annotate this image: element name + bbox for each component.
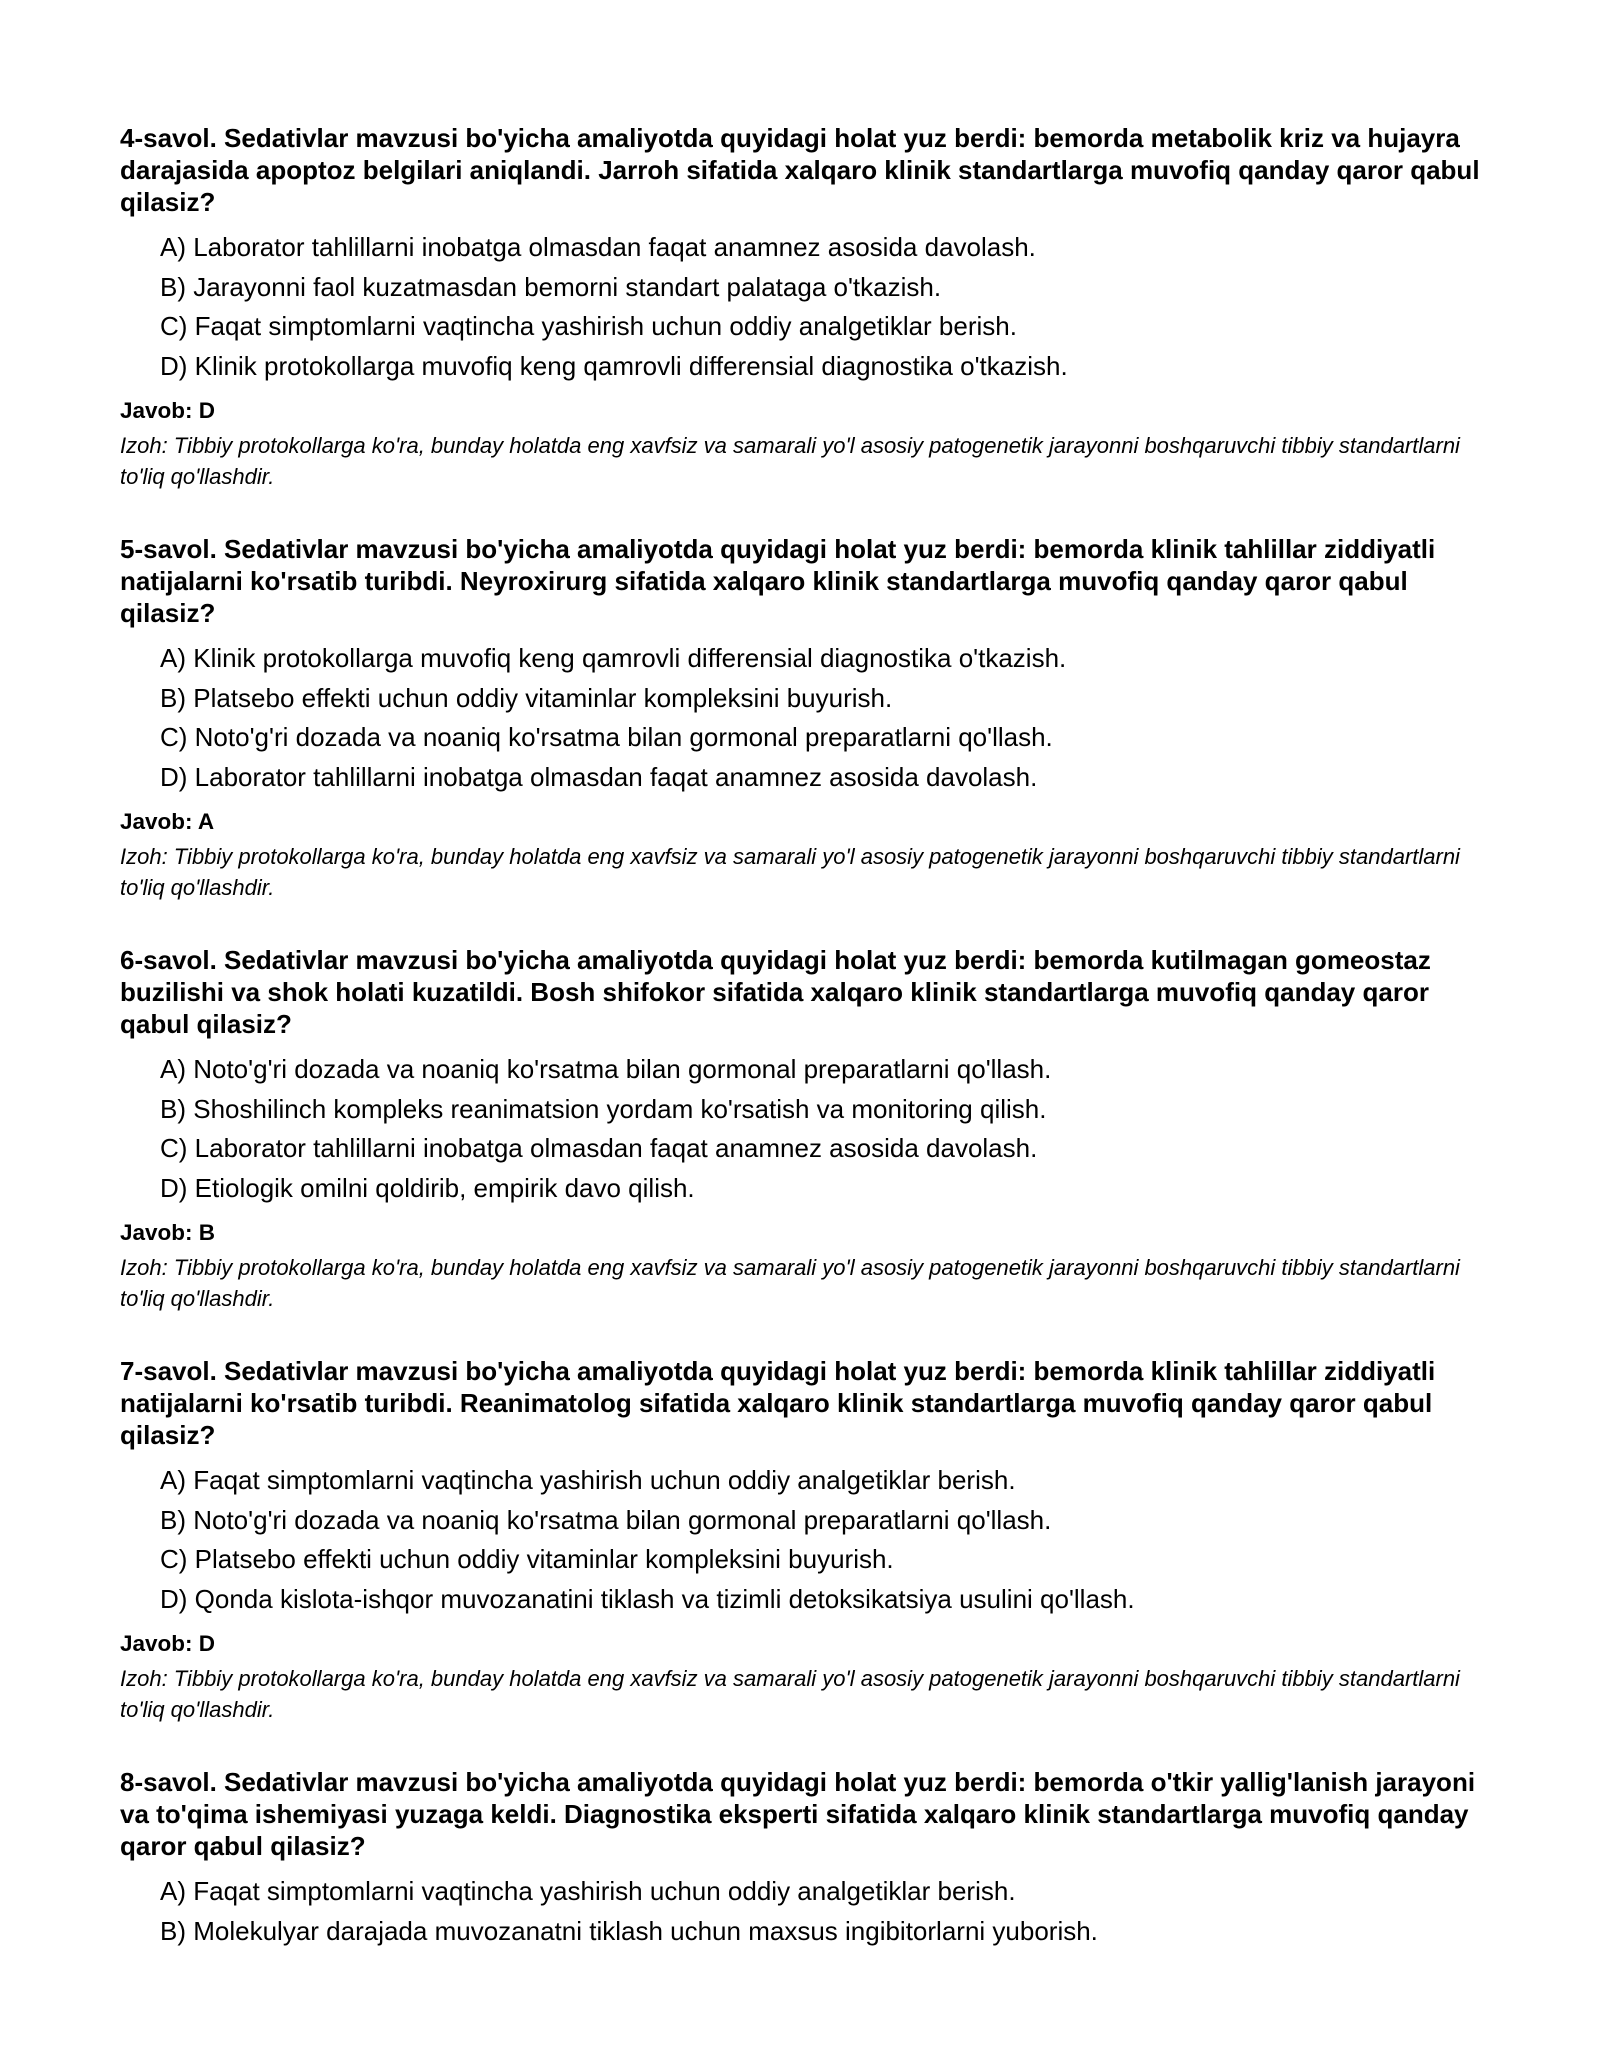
answer-options: [120, 1461, 1490, 1619]
question-text: 4-savol. Sedativlar mavzusi bo'yicha amaliyotda quyidagi holat yuz berdi: bemorda metabolik kriz va hujayra darajasida apoptoz belgilari aniqlandi. Jarroh sifatida xalqaro klinik standartlarga muvofiq qanday qaror qabul qilasiz?: [120, 123, 1480, 217]
question-text: 6-savol. Sedativlar mavzusi bo'yicha amaliyotda quyidagi holat yuz berdi: bemorda kutilmagan gomeostaz buzilishi va shok holati kuzatildi. Bosh shifokor sifatida xalqaro klinik standartlarga muvofiq qanday qaror qabul qilasiz?: [120, 945, 1431, 1039]
option-d: D) Laborator tahlillarni inobatga olmasdan faqat anamnez asosida davolash.: [160, 761, 1038, 792]
option-d: D) Klinik protokollarga muvofiq keng qamrovli differensial diagnostika o'tkazish.: [160, 350, 1068, 381]
option-b: B) Jarayonni faol kuzatmasdan bemorni standart palataga o'tkazish.: [160, 271, 942, 302]
question-block: [120, 1355, 1490, 1725]
option-b: B) Platsebo effekti uchun oddiy vitaminlar kompleksini buyurish.: [160, 682, 893, 713]
question-block: [120, 1766, 1490, 1951]
question-block: [120, 533, 1490, 903]
answer-options: [120, 1050, 1490, 1208]
answer-key: Javob: D: [120, 1631, 216, 1656]
question-block: [120, 944, 1490, 1314]
option-a: A) Noto'g'ri dozada va noaniq ko'rsatma bilan gormonal preparatlarni qo'llash.: [160, 1054, 1052, 1084]
question-text: 5-savol. Sedativlar mavzusi bo'yicha amaliyotda quyidagi holat yuz berdi: bemorda klinik tahlillar ziddiyatli natijalarni ko'rsatib turibdi. Neyroxirurg sifatida xalqaro klinik standartlarga muvofiq qanday qaror qabul qilasiz?: [120, 534, 1436, 628]
option-c: C) Faqat simptomlarni vaqtincha yashirish uchun oddiy analgetiklar berish.: [160, 311, 1017, 341]
option-b: B) Shoshilinch kompleks reanimatsion yordam ko'rsatish va monitoring qilish.: [160, 1093, 1047, 1124]
option-c: C) Platsebo effekti uchun oddiy vitaminlar kompleksini buyurish.: [160, 1544, 894, 1574]
answer-options: [120, 228, 1490, 386]
answer-options: [120, 639, 1490, 797]
option-a: A) Laborator tahlillarni inobatga olmasdan faqat anamnez asosida davolash.: [160, 232, 1036, 262]
explanation-note: Izoh: Tibbiy protokollarga ko'ra, bunday holatda eng xavfsiz va samarali yo'l asosiy patogenetik jarayonni boshqaruvchi tibbiy standartlarni to'liq qo'llashdir.: [120, 1666, 1460, 1722]
question-text: 7-savol. Sedativlar mavzusi bo'yicha amaliyotda quyidagi holat yuz berdi: bemorda klinik tahlillar ziddiyatli natijalarni ko'rsatib turibdi. Reanimatolog sifatida xalqaro klinik standartlarga muvofiq qanday qaror qabul qilasiz?: [120, 1356, 1436, 1450]
question-block: [120, 122, 1490, 492]
answer-key: Javob: A: [120, 809, 215, 834]
option-c: C) Laborator tahlillarni inobatga olmasdan faqat anamnez asosida davolash.: [160, 1133, 1038, 1163]
option-b: B) Molekulyar darajada muvozanatni tiklash uchun maxsus ingibitorlarni yuborish.: [160, 1915, 1098, 1946]
option-a: A) Klinik protokollarga muvofiq keng qamrovli differensial diagnostika o'tkazish.: [160, 643, 1067, 673]
explanation-note: Izoh: Tibbiy protokollarga ko'ra, bunday holatda eng xavfsiz va samarali yo'l asosiy patogenetik jarayonni boshqaruvchi tibbiy standartlarni to'liq qo'llashdir.: [120, 844, 1460, 900]
explanation-note: Izoh: Tibbiy protokollarga ko'ra, bunday holatda eng xavfsiz va samarali yo'l asosiy patogenetik jarayonni boshqaruvchi tibbiy standartlarni to'liq qo'llashdir.: [120, 433, 1460, 489]
option-d: D) Etiologik omilni qoldirib, empirik davo qilish.: [160, 1172, 695, 1203]
option-a: A) Faqat simptomlarni vaqtincha yashirish uchun oddiy analgetiklar berish.: [160, 1876, 1016, 1906]
option-a: A) Faqat simptomlarni vaqtincha yashirish uchun oddiy analgetiklar berish.: [160, 1465, 1016, 1495]
answer-options: [120, 1872, 1490, 1951]
question-text: 8-savol. Sedativlar mavzusi bo'yicha amaliyotda quyidagi holat yuz berdi: bemorda o'tkir yallig'lanish jarayoni va to'qima ishemiyasi yuzaga keldi. Diagnostika eksperti sifatida xalqaro klinik standartlarga muvofiq qanday qaror qabul qilasiz?: [120, 1767, 1476, 1861]
option-b: B) Noto'g'ri dozada va noaniq ko'rsatma bilan gormonal preparatlarni qo'llash.: [160, 1504, 1052, 1535]
answer-key: Javob: D: [120, 398, 216, 423]
answer-key: Javob: B: [120, 1220, 216, 1245]
option-c: C) Noto'g'ri dozada va noaniq ko'rsatma bilan gormonal preparatlarni qo'llash.: [160, 722, 1053, 752]
option-d: D) Qonda kislota-ishqor muvozanatini tiklash va tizimli detoksikatsiya usulini qo'llash.: [160, 1583, 1135, 1614]
explanation-note: Izoh: Tibbiy protokollarga ko'ra, bunday holatda eng xavfsiz va samarali yo'l asosiy patogenetik jarayonni boshqaruvchi tibbiy standartlarni to'liq qo'llashdir.: [120, 1255, 1460, 1311]
